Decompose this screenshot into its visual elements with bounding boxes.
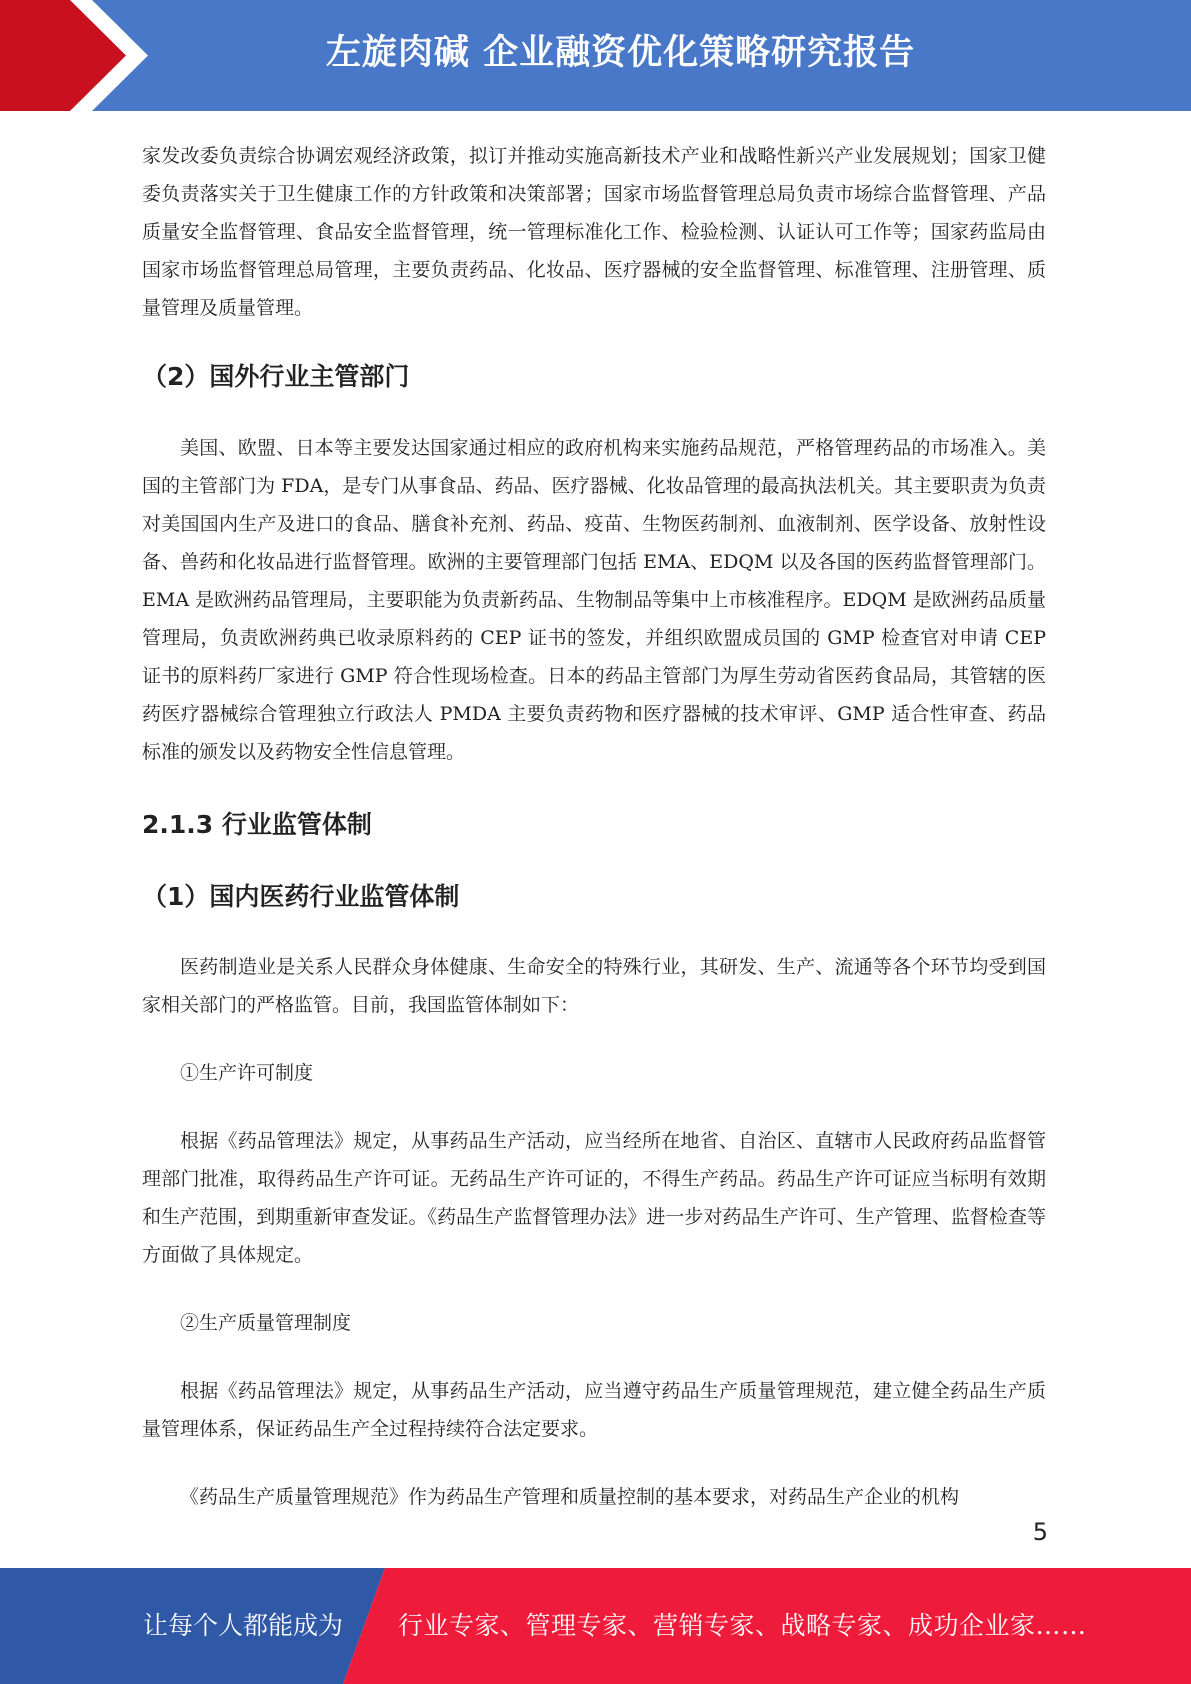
footer-slogan-left: 让每个人都能成为 [143, 1611, 344, 1640]
page-header [0, 0, 1191, 111]
paragraph: 医药制造业是关系人民群众身体健康、生命安全的特殊行业，其研发、生产、流通等各个环节均受到国家相关部门的严格监管。目前，我国监管体制如下： [142, 956, 1046, 1016]
paragraph: 根据《药品管理法》规定，从事药品生产活动，应当遵守药品生产质量管理规范，建立健全药品生产质量管理体系，保证药品生产全过程持续符合法定要求。 [142, 1380, 1046, 1440]
paragraph: ②生产质量管理制度 [180, 1312, 352, 1334]
report-title: 左旋肉碱 企业融资优化策略研究报告 [325, 33, 916, 73]
page-number: 5 [1032, 1518, 1048, 1546]
footer-slogan-right: 行业专家、管理专家、营销专家、战略专家、成功企业家…… [398, 1611, 1087, 1640]
section-heading: 2.1.3 行业监管体制 [142, 810, 372, 839]
paragraph: 家发改委负责综合协调宏观经济政策，拟订并推动实施高新技术产业和战略性新兴产业发展规划；国家卫健委负责落实关于卫生健康工作的方针政策和决策部署；国家市场监督管理总局负责市场综合监督管理、产品质量安全监督管理、食品安全监督管理，统一管理标准化工作、检验检测、认证认可工作等；国家药监局由国家市场监督管理总局管理，主要负责药品、化妆品、医疗器械的安全监督管理、标准管理、注册管理、质量管理及质量管理。 [142, 145, 1046, 319]
section-heading: （1）国内医药行业监管体制 [142, 882, 460, 911]
paragraph: 《药品生产质量管理规范》作为药品生产管理和质量控制的基本要求，对药品生产企业的机构 [180, 1486, 960, 1508]
paragraph: 根据《药品管理法》规定，从事药品生产活动，应当经所在地省、自治区、直辖市人民政府药品监督管理部门批准，取得药品生产许可证。无药品生产许可证的，不得生产药品。药品生产许可证应当标明有效期和生产范围，到期重新审查发证。《药品生产监督管理办法》进一步对药品生产许可、生产管理、监督检查等方面做了具体规定。 [142, 1130, 1046, 1266]
paragraph: ①生产许可制度 [180, 1062, 314, 1084]
section-heading: （2）国外行业主管部门 [142, 362, 410, 391]
paragraph: 美国、欧盟、日本等主要发达国家通过相应的政府机构来实施药品规范，严格管理药品的市场准入。美国的主管部门为 FDA，是专门从事食品、药品、医疗器械、化妆品管理的最高执法机关。其主要职责为负责对美国国内生产及进口的食品、膳食补充剂、药品、疫苗、生物医药制剂、血液制剂、医学设备、放射性设备、兽药和化妆品进行监督管理。欧洲的主要管理部门包括 EMA、EDQM 以及各国的医药监督管理部门。EMA 是欧洲药品管理局，主要职能为负责新药品、生物制品等集中上市核准程序。EDQM 是欧洲药品质量管理局，负责欧洲药典已收录原料药的 CEP 证书的签发，并组织欧盟成员国的 GMP 检查官对申请 CEP 证书的原料药厂家进行 GMP 符合性现场检查。日本的药品主管部门为厚生劳动省医药食品局，其管辖的医药医疗器械综合管理独立行政法人 PMDA 主要负责药物和医疗器械的技术审评、GMP 适合性审查、药品标准的颁发以及药物安全性信息管理。 [142, 437, 1046, 763]
document-body [142, 137, 1046, 1516]
page-footer [0, 1568, 1191, 1684]
